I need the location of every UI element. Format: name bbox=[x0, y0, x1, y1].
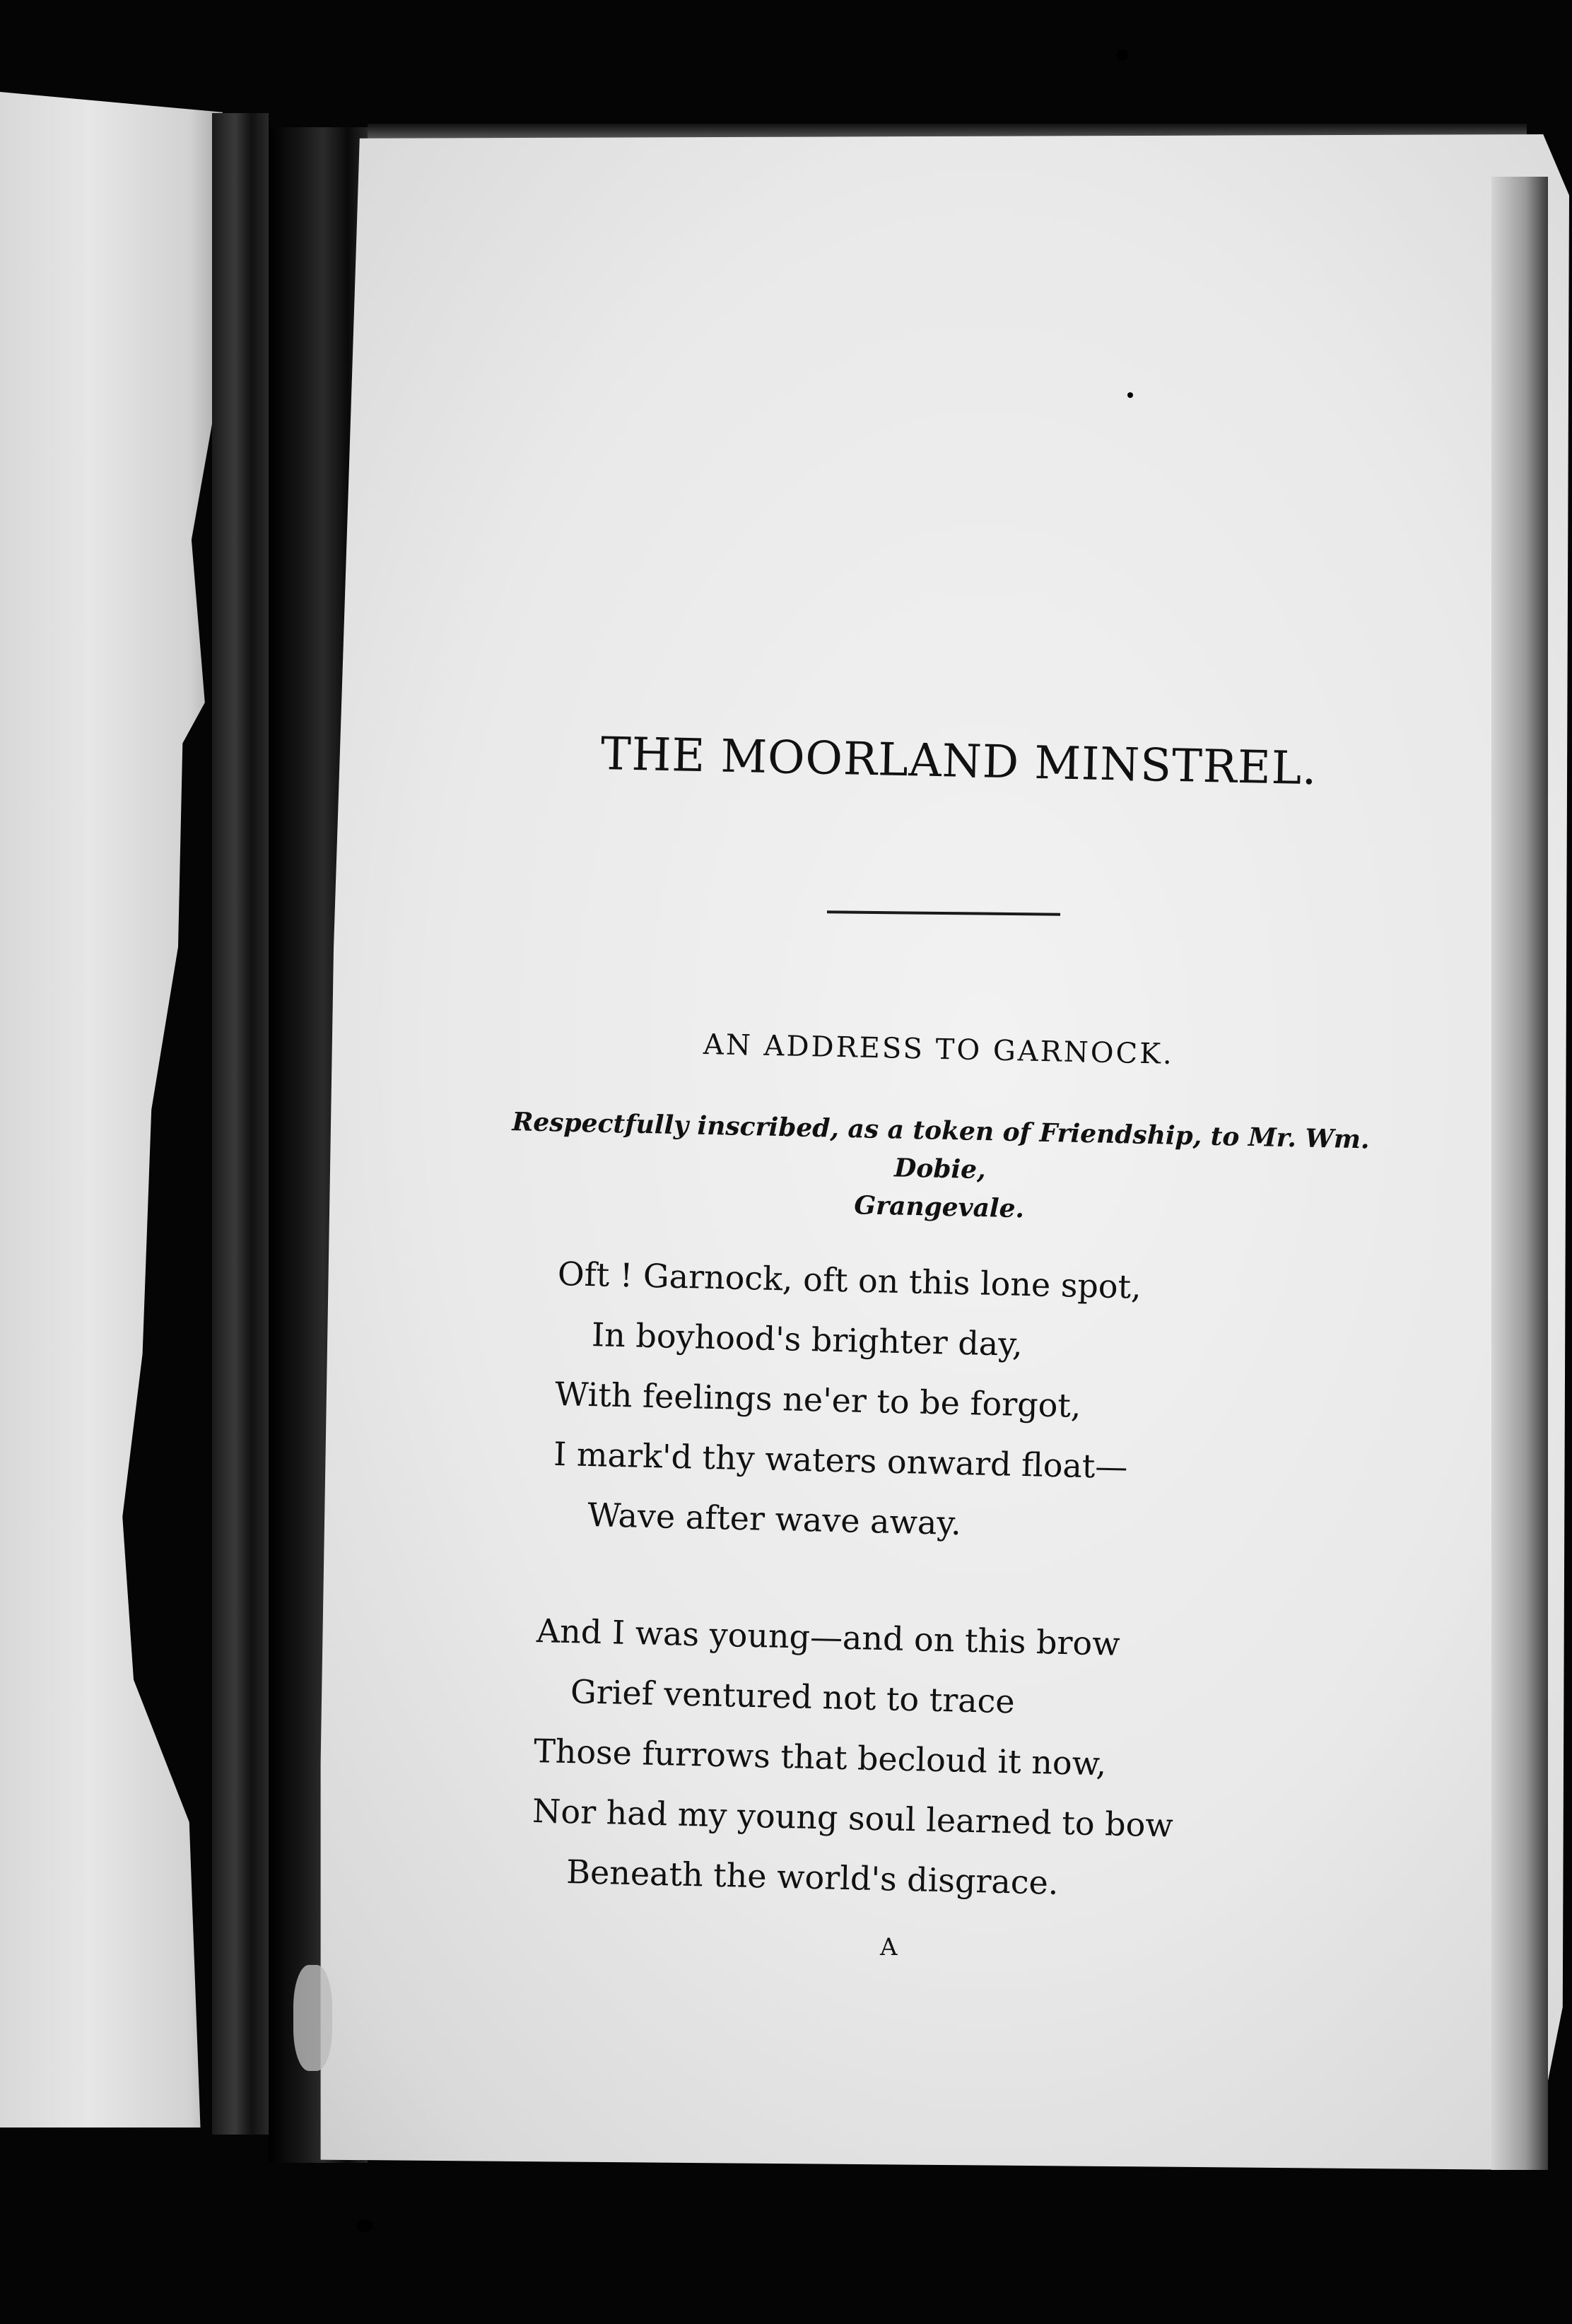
verse-line: Those furrows that becloud it now, bbox=[533, 1731, 1107, 1783]
verse-line: With feelings ne'er to be forgot, bbox=[554, 1374, 1082, 1425]
verse-line: Wave after wave away. bbox=[587, 1496, 962, 1543]
verse-line: Nor had my young soul learned to bow bbox=[532, 1791, 1174, 1845]
verse-line: Oft ! Garnock, oft on this lone spot, bbox=[557, 1254, 1142, 1306]
verse-line: Grief ventured not to trace bbox=[570, 1672, 1016, 1721]
dedication bbox=[508, 1103, 1372, 1236]
verse-line: I mark'd thy waters onward float— bbox=[553, 1434, 1128, 1486]
title-rule bbox=[827, 910, 1060, 915]
book-title: THE MOORLAND MINSTREL. bbox=[600, 728, 1318, 796]
signature-mark: A bbox=[880, 1933, 898, 1961]
verse-line: Beneath the world's disgrace. bbox=[565, 1853, 1060, 1902]
poem-title: AN ADDRESS TO GARNOCK. bbox=[703, 1028, 1175, 1071]
verse-line: In boyhood's brighter day, bbox=[591, 1315, 1023, 1363]
verse-line: And I was young—and on this brow bbox=[536, 1611, 1121, 1663]
stanza bbox=[551, 1244, 1142, 1558]
dedication-line: Respectfully inscribed, as a token of Friendship, to Mr. Wm. Dobie, bbox=[512, 1107, 1370, 1185]
dedication-line: Grangevale. bbox=[853, 1190, 1025, 1224]
stanza bbox=[530, 1601, 1178, 1915]
